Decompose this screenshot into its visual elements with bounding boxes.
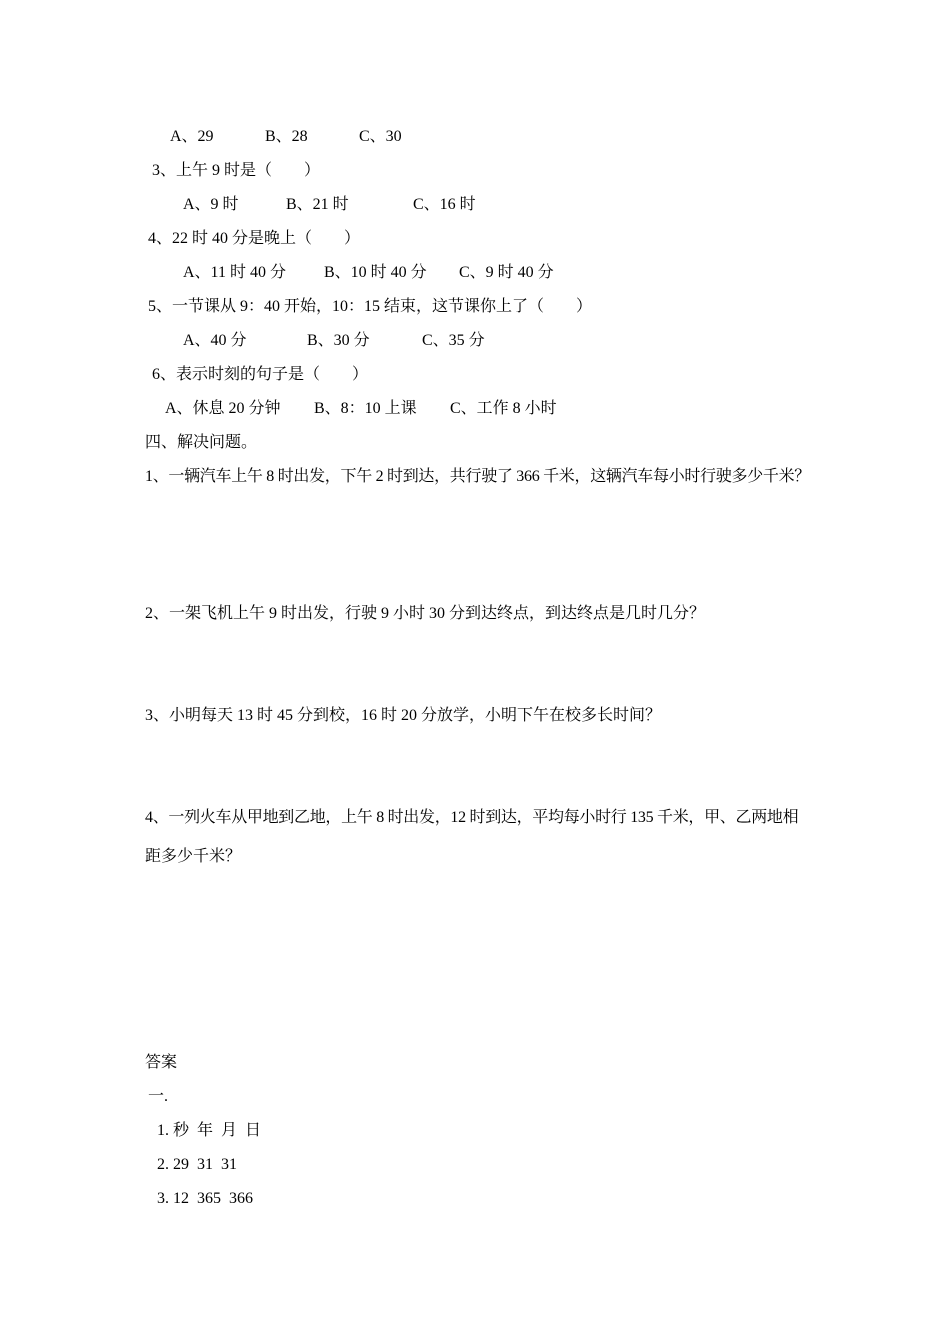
q2-option-b: B、28 — [265, 128, 308, 145]
q5-option-c: C、35 分 — [422, 332, 485, 349]
q6-stem: 6、表示时刻的句子是（ ） — [152, 366, 369, 383]
q3-stem: 3、上午 9 时是（ ） — [152, 162, 321, 179]
q4-option-b: B、10 时 40 分 — [324, 264, 427, 281]
q5-option-b: B、30 分 — [307, 332, 370, 349]
q2-option-c: C、30 — [359, 128, 402, 145]
q6-option-a: A、休息 20 分钟 — [165, 400, 281, 417]
answer-1: 1. 秒 年 月 日 — [157, 1122, 262, 1139]
answers-section-1: 一. — [148, 1088, 169, 1105]
problem-4-line-2: 距多少千米？ — [145, 848, 242, 865]
answers-heading: 答案 — [145, 1054, 178, 1071]
q3-option-c: C、16 时 — [413, 196, 476, 213]
q5-stem: 5、一节课从 9：40 开始，10：15 结束，这节课你上了（ ） — [148, 298, 593, 315]
q3-option-a: A、9 时 — [183, 196, 239, 213]
q3-option-b: B、21 时 — [286, 196, 349, 213]
q6-option-c: C、工作 8 小时 — [450, 400, 557, 417]
problem-2: 2、一架飞机上午 9 时出发，行驶 9 小时 30 分到达终点，到达终点是几时几分？ — [145, 605, 706, 622]
answer-2: 2. 29 31 31 — [157, 1156, 237, 1173]
problem-1: 1、一辆汽车上午 8 时出发，下午 2 时到达，共行驶了 366 千米，这辆汽车每小时行驶多少千米？ — [145, 468, 811, 485]
q5-option-a: A、40 分 — [183, 332, 247, 349]
problem-4-line-1: 4、一列火车从甲地到乙地，上午 8 时出发，12 时到达，平均每小时行 135 千米，甲、乙两地相 — [145, 809, 799, 826]
q4-stem: 4、22 时 40 分是晚上（ ） — [148, 230, 361, 247]
problem-3: 3、小明每天 13 时 45 分到校，16 时 20 分放学，小明下午在校多长时间？ — [145, 707, 662, 724]
q2-option-a: A、29 — [170, 128, 214, 145]
q6-option-b: B、8：10 上课 — [314, 400, 417, 417]
q4-option-a: A、11 时 40 分 — [183, 264, 286, 281]
q4-option-c: C、9 时 40 分 — [459, 264, 554, 281]
answer-3: 3. 12 365 366 — [157, 1190, 253, 1207]
section4-heading: 四、解决问题。 — [145, 434, 258, 451]
